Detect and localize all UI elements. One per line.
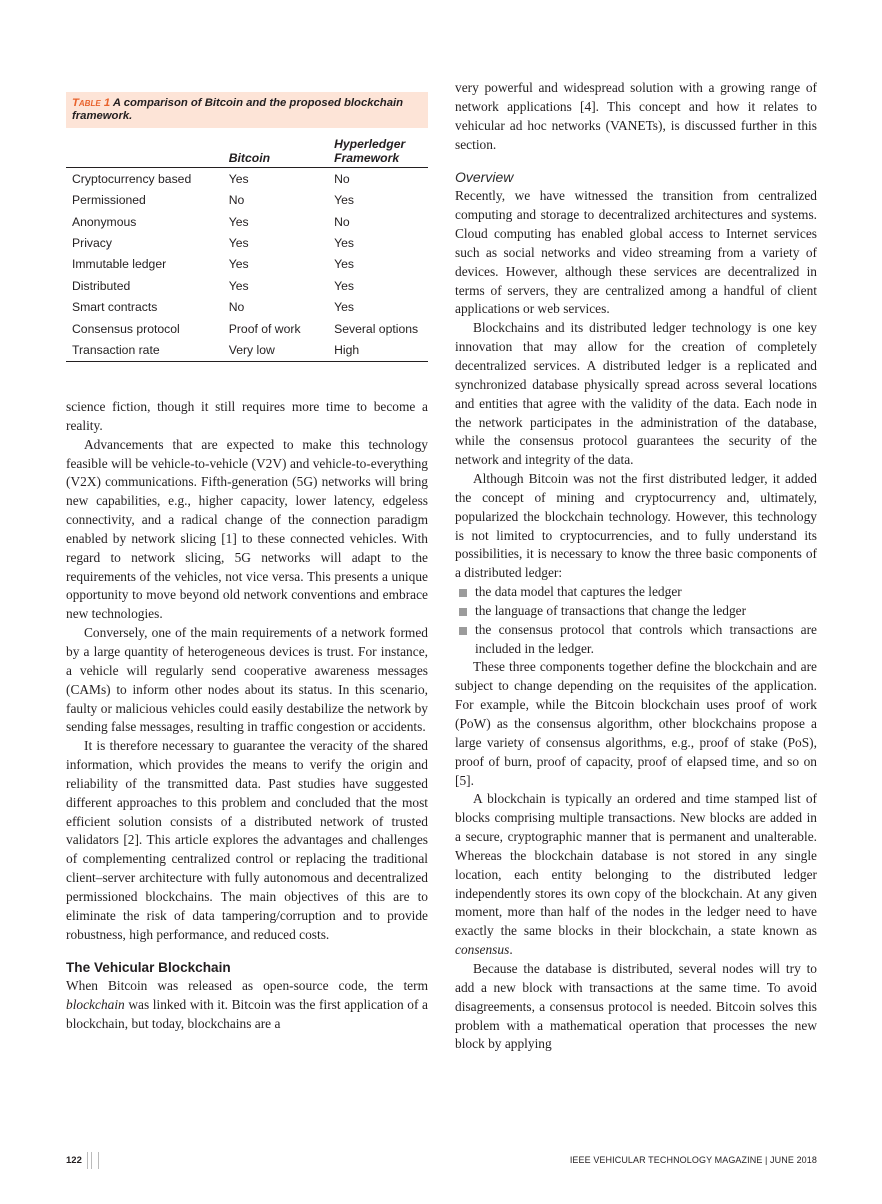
paragraph: Conversely, one of the main requirements of a network formed by a large quantity of heterogeneous devices is trust. For instance, a vehicle will regularly send cooperative awareness messages (CAMs) to inform other nodes about its status. In this scenario, faulty or malicious vehicles could easily destabilize the network by sending false messages, resulting in traffic congestion or accidents. bbox=[66, 625, 428, 735]
paragraph: Because the database is distributed, several nodes will try to add a new block with transactions at the same time. To avoid disagreements, a consensus protocol is needed. Bitcoin solves this problem with a mathematical operation that processes the new block by applying bbox=[455, 960, 817, 1052]
paragraph: It is therefore necessary to guarantee the veracity of the shared information, which provides the means to verify the origin and reliability of the transmitted data. Past studies have suggested different approaches to this problem and concluded that the most efficient solution consists of a distributed network of trusted validators [2]. This article explores the advantages and challenges of complementing centralized control or replacing the traditional client–server architecture with fully autonomous and decentralized permissioned blockchains. The main objectives of this are to eliminate the risk of data tampering/corruption and to provide robustness, high performance, and reduced costs. bbox=[66, 738, 428, 942]
table-cell: Very low bbox=[229, 340, 334, 362]
table-cell: Immutable ledger bbox=[72, 257, 167, 272]
table-cell: Cryptocurrency based bbox=[72, 171, 192, 186]
paragraph: very powerful and widespread solution with a growing range of network applications [4]. This concept and how it relates to vehicular ad hoc networks (VANETs), is discussed further in this section. bbox=[455, 80, 817, 152]
right-text-column bbox=[455, 79, 817, 1054]
table-cell: No bbox=[228, 300, 245, 315]
table-cell: Proof of work bbox=[228, 321, 301, 336]
journal-name: IEEE VEHICULAR TECHNOLOGY MAGAZINE | JUNE 2018 bbox=[569, 1155, 817, 1165]
table-cell: Distributed bbox=[72, 278, 131, 293]
paragraph bbox=[66, 977, 428, 1034]
table-cell: Yes bbox=[228, 257, 249, 272]
table-cell: Yes bbox=[334, 193, 354, 208]
table-row bbox=[66, 318, 428, 339]
page-number: 122 bbox=[66, 1155, 82, 1166]
paragraph: Advancements that are expected to make this technology feasible will be vehicle-to-vehicle (V2V) and vehicle-to-everything (V2X) communications. Fifth-generation (5G) networks will bring new capabilities, e.g., higher capacity, lower latency, edgeless connectivity, and a radical change of the connection paradigm enabled by network slicing [1] to these connected vehicles. With regard to network slicing, 5G networks will adapt to the requirements of the vehicles, not vice versa. This presents a unique opportunity to move beyond old network conventions and embrace new technologies. bbox=[66, 436, 428, 622]
table-caption-text: A comparison of Bitcoin and the proposed blockchain framework. bbox=[72, 97, 404, 122]
subsection-heading: Overview bbox=[455, 169, 514, 186]
table-row bbox=[66, 254, 428, 275]
left-text-column bbox=[66, 398, 428, 1034]
paragraph bbox=[455, 790, 817, 960]
table-row bbox=[66, 189, 428, 210]
page-number-bars-decoration bbox=[87, 1152, 99, 1169]
text-run: When Bitcoin was released as open-source code, the term bbox=[66, 978, 428, 994]
table-row bbox=[66, 297, 428, 318]
table-cell: Yes bbox=[334, 236, 354, 251]
paragraph: These three components together define the blockchain and are subject to change depending on the requisites of the application. For example, while the Bitcoin blockchain uses proof of work (PoW) as the consensus algorithm, other blockchains propose a large variety of consensus algorithms, e.g., proof of stake (PoS), proof of burn, proof of capacity, proof of elapsed time, and so on [5]. bbox=[455, 659, 817, 788]
table-header-row bbox=[66, 128, 428, 168]
comparison-table bbox=[66, 128, 428, 362]
paragraph: Although Bitcoin was not the first distributed ledger, it added the concept of mining and cryptocurrency and, ultimately, popularized the blockchain technology. However, this technology is not limited to cryptocurrencies, and to fully understand its possibilities, it is necessary to know the three basic components of a distributed ledger: bbox=[455, 471, 817, 581]
table-cell: Yes bbox=[334, 257, 354, 272]
table-cell: Transaction rate bbox=[66, 340, 229, 362]
text-run: was linked with it. Bitcoin was the first application of a blockchain, but today, blockchains are a bbox=[66, 997, 428, 1032]
table-row bbox=[66, 211, 428, 232]
table-header-cell bbox=[66, 128, 229, 168]
table-caption bbox=[66, 92, 428, 128]
table-header-cell: Bitcoin bbox=[229, 128, 334, 168]
bullet-item: the consensus protocol that controls which transactions are included in the ledger. bbox=[455, 621, 817, 659]
emphasis-text: consensus bbox=[455, 942, 510, 958]
table-cell: Yes bbox=[228, 214, 249, 229]
text-run: . bbox=[509, 942, 513, 958]
table-cell: Anonymous bbox=[72, 214, 137, 229]
bullet-item: the language of transactions that change the ledger bbox=[455, 602, 817, 621]
table-cell: Yes bbox=[228, 278, 249, 293]
comparison-table-block bbox=[66, 92, 428, 362]
table-cell: Privacy bbox=[72, 236, 112, 251]
table-row bbox=[66, 275, 428, 296]
table-label: Table 1 bbox=[72, 97, 111, 109]
table-cell: Consensus protocol bbox=[72, 321, 180, 336]
table-cell: High bbox=[334, 340, 428, 362]
table-row bbox=[66, 168, 428, 190]
table-cell: No bbox=[228, 193, 245, 208]
table-cell: Smart contracts bbox=[72, 300, 158, 315]
paragraph: Recently, we have witnessed the transition from centralized computing and storage to decentralized architectures and systems. Cloud computing has enabled global access to Internet services such as social networks and video streaming from a variety of devices. However, although these services are decentralized in terms of servers, they are centralized among a handful of client applications or web services. bbox=[455, 188, 817, 317]
table-row bbox=[66, 232, 428, 253]
table-cell: Several options bbox=[334, 321, 419, 336]
table-header-cell: Hyperledger Framework bbox=[334, 128, 428, 168]
bullet-item: the data model that captures the ledger bbox=[455, 583, 817, 602]
text-run: A blockchain is typically an ordered and time stamped list of blocks comprising multiple transactions. New blocks are added in a secure, cryptographic manner that is permanent and unalterable. Whereas the blockchain database is not stored in any single location, each entity belonging to the distributed ledger independently stores its own copy of the blockchain. At any given moment, more than half of the nodes in the ledger need to have exactly the same blocks in their blockchain, a state known as bbox=[455, 791, 817, 939]
table-cell: Permissioned bbox=[72, 193, 146, 208]
table-body bbox=[66, 168, 428, 362]
table-cell: Yes bbox=[334, 278, 354, 293]
table-cell: Yes bbox=[228, 236, 249, 251]
table-cell: Yes bbox=[228, 171, 249, 186]
table-cell: No bbox=[334, 171, 350, 186]
section-heading: The Vehicular Blockchain bbox=[66, 960, 231, 976]
table-row bbox=[66, 340, 428, 362]
table-cell: No bbox=[334, 214, 350, 229]
paragraph: Blockchains and its distributed ledger technology is one key innovation that may allow for the creation of completely decentralized services. A distributed ledger is a replicated and synchronized database physically spread across several locations and entities that agree with the validity of the data. Each node in the network participates in the administration of the database, while the consensus protocol guarantees the security of the network and integrity of the data. bbox=[455, 320, 817, 468]
emphasis-text: blockchain bbox=[66, 997, 125, 1013]
page-footer bbox=[66, 1155, 817, 1169]
table-cell: Yes bbox=[334, 300, 354, 315]
paragraph: science fiction, though it still requires more time to become a reality. bbox=[66, 399, 428, 433]
